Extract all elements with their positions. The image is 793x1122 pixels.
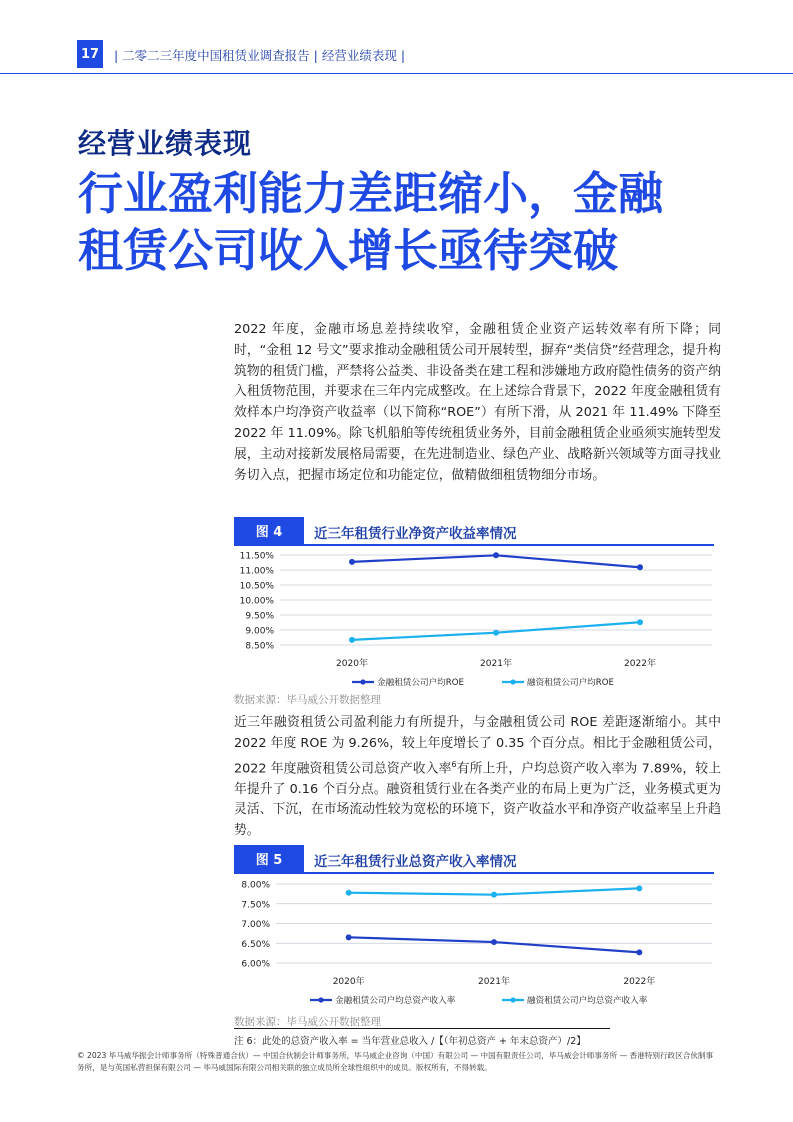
y-tick-label: 11.00% xyxy=(239,566,274,577)
data-point xyxy=(491,939,497,945)
x-tick-label: 2022年 xyxy=(623,977,656,987)
x-tick-label: 2021年 xyxy=(480,659,512,669)
footnote-marker: 6 xyxy=(451,759,457,769)
data-point xyxy=(493,552,499,558)
data-point xyxy=(636,949,642,955)
legend-label: 融资租赁公司户均ROE xyxy=(527,678,614,689)
body-paragraph-2 xyxy=(234,713,721,842)
y-tick-label: 10.50% xyxy=(239,581,274,592)
main-title-line-2: 租赁公司收入增长亟待突破 xyxy=(78,224,619,277)
footnote: 注 6：此处的总资产收入率 = 当年营业总收入 /【（年初总资产 + 年末总资产）/2】 xyxy=(234,1036,586,1047)
body-paragraph-2-part-1: 近三年融资租赁公司盈利能力有所提升，与金融租赁公司 ROE 差距逐渐缩小。其中 2022 年度 ROE 为 9.26%，较上年度增长了 0.35 个百分点。相比于金融租赁公司，2022 年度融资租赁公司总资产收入率 xyxy=(234,715,721,776)
y-tick-label: 11.50% xyxy=(239,551,274,562)
figure-5-header xyxy=(234,845,714,874)
y-tick-label: 8.00% xyxy=(241,880,270,891)
figure-5-title: 近三年租赁行业总资产收入率情况 xyxy=(314,854,517,870)
data-point xyxy=(346,890,352,896)
main-title xyxy=(78,165,778,279)
x-tick-label: 2022年 xyxy=(624,659,656,669)
legend-marker xyxy=(360,679,365,684)
legend-label: 金融租赁公司户均ROE xyxy=(377,678,464,689)
legend-label: 融资租赁公司户均总资产收入率 xyxy=(527,996,648,1007)
y-tick-label: 7.00% xyxy=(241,920,270,930)
data-point xyxy=(491,892,497,898)
legend-marker xyxy=(318,997,323,1002)
data-point xyxy=(346,934,352,940)
figure-5-svg xyxy=(234,874,724,1009)
x-tick-label: 2020年 xyxy=(332,977,365,987)
header-divider xyxy=(0,73,793,74)
legend-marker xyxy=(510,679,515,684)
y-tick-label: 9.00% xyxy=(245,626,274,637)
data-point xyxy=(349,559,355,565)
figure-4-chart xyxy=(234,545,724,690)
data-point xyxy=(493,630,499,636)
figure-5-source: 数据来源：毕马威公开数据整理 xyxy=(234,1016,381,1028)
data-point xyxy=(636,885,642,891)
x-tick-label: 2020年 xyxy=(336,659,368,669)
figure-4-source: 数据来源：毕马威公开数据整理 xyxy=(234,694,381,706)
y-tick-label: 9.50% xyxy=(245,611,274,622)
y-tick-label: 7.50% xyxy=(241,900,270,911)
footnote-divider xyxy=(234,1028,610,1029)
y-tick-label: 6.50% xyxy=(241,939,270,950)
body-paragraph-1: 2022 年度，金融市场息差持续收窄，金融租赁企业资产运转效率有所下降；同时，“金租 12 号文”要求推动金融租赁公司开展转型，摒弃“类信贷”经营理念，提升构筑物的租赁门槛，严禁将公益类、非设备类在建工程和涉嫌地方政府隐性债务的资产纳入租赁物范围，并要求在三年内完成整改。在上述综合背景下，2022 年度金融租赁有效样本户均净资产收益率（以下简称“ROE”）有所下滑，从 2021 年 11.49% 下降至 2022 年 11.09%。除飞机船舶等传统租赁业务外，目前金融租赁企业亟须实施转型发展，主动对接新发展格局需要，在先进制造业、绿色产业、战略新兴领域等方面寻找业务切入点，把握市场定位和功能定位，做精做细租赁物细分市场。 xyxy=(234,322,721,483)
y-tick-label: 6.00% xyxy=(241,959,270,970)
data-point xyxy=(637,564,643,570)
copyright-notice: © 2023 毕马威华振会计师事务所（特殊普通合伙）— 中国合伙制会计师事务所，毕马威企业咨询（中国）有限公司 — 中国有限责任公司，毕马威会计师事务所 — 香港特别行政区合伙制事务所，是与英国私营担保有限公司 — 毕马威国际有限公司相关联的独立成员所全球性组织中的成员。版权所有，不得转载。 xyxy=(77,1051,714,1072)
figure-4-title: 近三年租赁行业净资产收益率情况 xyxy=(314,526,517,542)
y-tick-label: 8.50% xyxy=(245,641,274,652)
figure-5-chart xyxy=(234,874,724,1009)
data-point xyxy=(349,637,355,643)
legend-label: 金融租赁公司户均总资产收入率 xyxy=(335,996,456,1007)
main-title-line-1: 行业盈利能力差距缩小，金融 xyxy=(78,167,664,220)
figure-4-label: 图 4 xyxy=(234,517,304,544)
body-paragraph-2-part-2: 有所上升，户均总资产收入率为 7.89%，较上年提升了 0.16 个百分点。融资租赁行业在各类产业的布局上更为广泛，业务模式更为灵活、下沉，在市场流动性较为宽松的环境下，资产收益水平和净资产收益率呈上升趋势。 xyxy=(234,760,721,839)
legend-marker xyxy=(510,997,515,1002)
section-title: 经营业绩表现 xyxy=(78,127,253,160)
x-tick-label: 2021年 xyxy=(478,977,510,987)
y-tick-label: 10.00% xyxy=(239,596,274,607)
page-number: 17 xyxy=(77,40,103,68)
figure-5-label: 图 5 xyxy=(234,845,304,872)
figure-4-header xyxy=(234,517,714,546)
running-header: | 二零二三年度中国租赁业调查报告 | 经营业绩表现 | xyxy=(114,48,406,63)
figure-4-svg xyxy=(234,545,724,690)
data-point xyxy=(637,619,643,625)
